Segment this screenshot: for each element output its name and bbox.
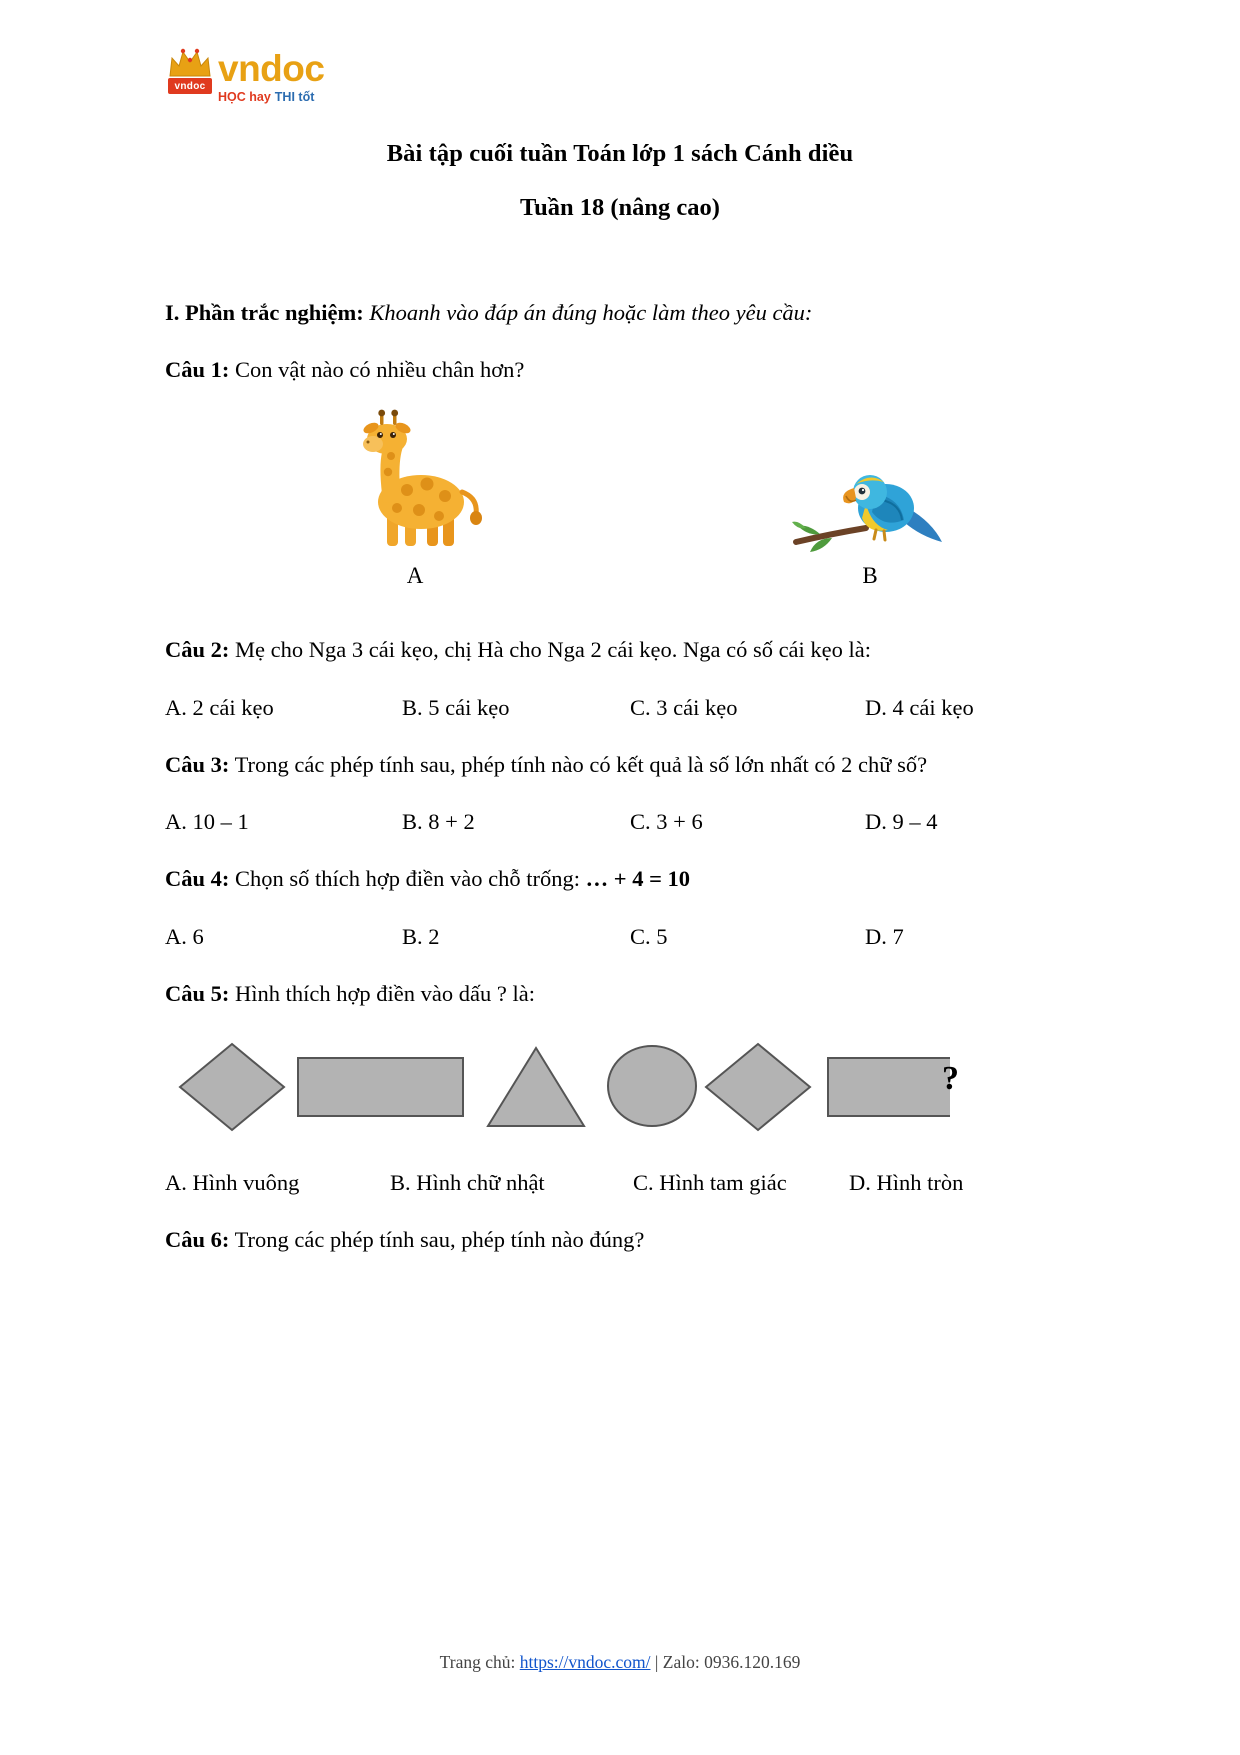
question-2-option-b[interactable]: B. 5 cái kẹo [402, 694, 510, 720]
question-4-options [165, 924, 1075, 950]
question-3-text: Trong các phép tính sau, phép tính nào có kết quả là số lớn nhất có 2 chữ số? [234, 751, 928, 777]
question-2-option-a[interactable]: A. 2 cái kẹo [165, 694, 274, 720]
logo-badge-text: vndoc [168, 78, 212, 94]
question-5-option-d[interactable]: D. Hình tròn [849, 1170, 964, 1196]
question-6 [165, 1222, 1075, 1258]
triangle-shape [488, 1048, 584, 1126]
question-6-label: Câu 6: [165, 1227, 230, 1253]
question-2 [165, 632, 1075, 668]
question-4-label: Câu 4: [165, 866, 230, 892]
page-title: Bài tập cuối tuần Toán lớp 1 sách Cánh diều [386, 140, 854, 167]
logo-name: vndoc [218, 48, 325, 89]
footer-link[interactable]: https://vndoc.com/ [519, 1652, 651, 1672]
question-5-text: Hình thích hợp điền vào dấu ? là: [235, 980, 535, 1006]
question-2-option-c[interactable]: C. 3 cái kẹo [630, 694, 738, 720]
question-4-option-b[interactable]: B. 2 [402, 923, 440, 949]
diamond-shape-2 [706, 1044, 810, 1130]
document-content [165, 0, 1075, 1259]
giraffe-image-option-a[interactable] [335, 406, 495, 589]
question-3-option-a[interactable]: A. 10 – 1 [165, 809, 249, 835]
section-instruction: Khoanh vào đáp án đúng hoặc làm theo yêu cầu: [369, 300, 813, 325]
page-subtitle: Tuần 18 (nâng cao) [520, 194, 720, 221]
question-3-option-b[interactable]: B. 8 + 2 [402, 809, 475, 835]
question-mark-placeholder: ? [942, 1060, 959, 1098]
question-5-options [165, 1170, 1075, 1196]
shape-sequence-icon [170, 1034, 950, 1140]
page-footer [0, 1652, 1240, 1673]
question-4-option-d[interactable]: D. 7 [865, 923, 904, 949]
question-2-options [165, 695, 1075, 721]
question-5-shape-sequence [170, 1034, 1075, 1144]
question-1 [165, 352, 1075, 388]
giraffe-icon [335, 406, 495, 556]
rectangle-shape-1 [298, 1058, 463, 1116]
question-5 [165, 976, 1075, 1012]
question-5-option-c[interactable]: C. Hình tam giác [633, 1170, 787, 1196]
logo-slogan-part1: HỌC hay [218, 90, 271, 104]
question-2-text: Mẹ cho Nga 3 cái kẹo, chị Hà cho Nga 2 cái kẹo. Nga có số cái kẹo là: [235, 637, 872, 663]
parrot-icon [790, 464, 950, 556]
question-4-equation: … + 4 = 10 [585, 866, 691, 892]
diamond-shape-1 [180, 1044, 284, 1130]
question-4 [165, 861, 1075, 897]
question-4-option-c[interactable]: C. 5 [630, 923, 668, 949]
question-1-images [165, 406, 1075, 606]
question-2-option-d[interactable]: D. 4 cái kẹo [865, 694, 974, 720]
question-4-text: Chọn số thích hợp điền vào chỗ trống: [235, 866, 586, 892]
rectangle-shape-2 [828, 1058, 950, 1116]
section-heading [165, 300, 1075, 326]
logo-slogan-part2: THI tốt [274, 90, 315, 104]
question-3-label: Câu 3: [165, 751, 230, 777]
image-caption-a: A [406, 563, 424, 589]
question-3-option-c[interactable]: C. 3 + 6 [630, 809, 703, 835]
footer-separator: | [650, 1652, 663, 1672]
image-caption-b: B [862, 563, 878, 589]
question-6-text: Trong các phép tính sau, phép tính nào đúng? [234, 1227, 645, 1253]
section-label: I. Phần trắc nghiệm: [165, 300, 364, 325]
footer-prefix: Trang chủ: [439, 1652, 520, 1672]
question-3-options [165, 809, 1075, 835]
parrot-image-option-b[interactable] [790, 464, 950, 589]
question-4-option-a[interactable]: A. 6 [165, 923, 204, 949]
question-5-option-a[interactable]: A. Hình vuông [165, 1170, 300, 1196]
question-3 [165, 747, 1075, 783]
question-1-label: Câu 1: [165, 357, 230, 382]
circle-shape [608, 1046, 696, 1126]
question-5-label: Câu 5: [165, 980, 230, 1006]
question-3-option-d[interactable]: D. 9 – 4 [865, 809, 938, 835]
footer-zalo: Zalo: 0936.120.169 [662, 1652, 801, 1672]
question-1-text: Con vật nào có nhiều chân hơn? [235, 357, 525, 382]
question-2-label: Câu 2: [165, 637, 230, 663]
question-5-option-b[interactable]: B. Hình chữ nhật [390, 1170, 545, 1196]
